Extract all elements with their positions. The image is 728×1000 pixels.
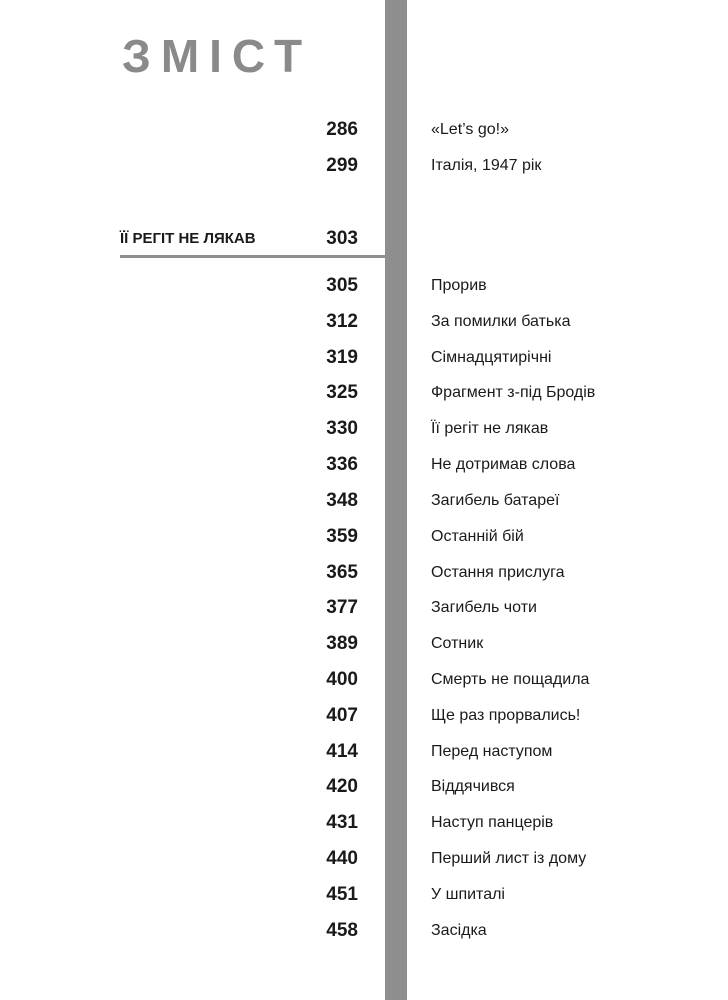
toc-entry-title: Її регіт не лякав — [431, 420, 549, 437]
toc-page-number: 336 — [326, 454, 358, 475]
toc-page-number: 389 — [326, 633, 358, 654]
toc-entry[interactable] — [0, 114, 728, 146]
toc-entry[interactable] — [0, 150, 728, 182]
toc-page-number: 305 — [326, 275, 358, 296]
toc-entry-title: Смерть не пощадила — [431, 671, 590, 688]
section-divider — [120, 255, 385, 258]
toc-entry-title: Останній бій — [431, 528, 524, 545]
toc-entry-title: Не дотримав слова — [431, 456, 576, 473]
toc-page-number: 440 — [326, 848, 358, 869]
toc-entry-title: Сімнадцятирічні — [431, 349, 552, 366]
toc-page-number: 348 — [326, 490, 358, 511]
toc-entry[interactable] — [0, 700, 728, 732]
toc-page-number: 330 — [326, 418, 358, 439]
toc-entry-title: За помилки батька — [431, 313, 571, 330]
toc-section-header[interactable] — [0, 223, 728, 255]
toc-entry-title: «Let’s go!» — [431, 121, 509, 138]
toc-entry-title: Наступ панцерів — [431, 814, 554, 831]
toc-entry[interactable] — [0, 628, 728, 660]
toc-section-title: ЇЇ РЕГІТ НЕ ЛЯКАВ — [120, 230, 256, 247]
toc-page-number: 365 — [326, 562, 358, 583]
toc-entry[interactable] — [0, 342, 728, 374]
toc-entry-title: У шпиталі — [431, 886, 505, 903]
toc-entry[interactable] — [0, 807, 728, 839]
toc-entry-title: Сотник — [431, 635, 484, 652]
toc-entry-title: Фрагмент з-під Бродів — [431, 384, 596, 401]
toc-entry[interactable] — [0, 771, 728, 803]
toc-page-number: 431 — [326, 812, 358, 833]
toc-entry-title: Віддячився — [431, 778, 515, 795]
toc-entry[interactable] — [0, 449, 728, 481]
toc-entry[interactable] — [0, 521, 728, 553]
toc-page-number: 451 — [326, 884, 358, 905]
toc-page-number: 458 — [326, 920, 358, 941]
toc-page-number: 420 — [326, 776, 358, 797]
toc-entry[interactable] — [0, 557, 728, 589]
toc-entry-title: Італія, 1947 рік — [431, 157, 542, 174]
toc-page-number: 299 — [326, 155, 358, 176]
toc-page-number: 286 — [326, 119, 358, 140]
toc-entry[interactable] — [0, 377, 728, 409]
toc-entry[interactable] — [0, 413, 728, 445]
toc-entry[interactable] — [0, 915, 728, 947]
toc-page-number: 407 — [326, 705, 358, 726]
toc-page-number: 319 — [326, 347, 358, 368]
toc-page-number: 414 — [326, 741, 358, 762]
toc-entry[interactable] — [0, 664, 728, 696]
toc-entry-title: Загибель батареї — [431, 492, 560, 509]
toc-entry-title: Ще раз прорвались! — [431, 707, 581, 724]
toc-entry-title: Засідка — [431, 922, 487, 939]
toc-entry[interactable] — [0, 879, 728, 911]
toc-entry-title: Прорив — [431, 277, 487, 294]
toc-entry-title: Остання прислуга — [431, 564, 565, 581]
toc-entry-title: Перед наступом — [431, 743, 553, 760]
toc-page-number: 359 — [326, 526, 358, 547]
toc-entry[interactable] — [0, 306, 728, 338]
toc-entry[interactable] — [0, 485, 728, 517]
page-title: ЗМІСТ — [122, 30, 313, 82]
toc-page-number: 312 — [326, 311, 358, 332]
toc-entry[interactable] — [0, 843, 728, 875]
toc-page-number: 377 — [326, 597, 358, 618]
toc-page-number: 325 — [326, 382, 358, 403]
toc-entry[interactable] — [0, 592, 728, 624]
toc-entry[interactable] — [0, 270, 728, 302]
toc-page-number: 400 — [326, 669, 358, 690]
toc-section-page-number: 303 — [326, 228, 358, 249]
toc-entry-title: Перший лист із дому — [431, 850, 587, 867]
toc-entry-title: Загибель чоти — [431, 599, 537, 616]
toc-entry[interactable] — [0, 736, 728, 768]
